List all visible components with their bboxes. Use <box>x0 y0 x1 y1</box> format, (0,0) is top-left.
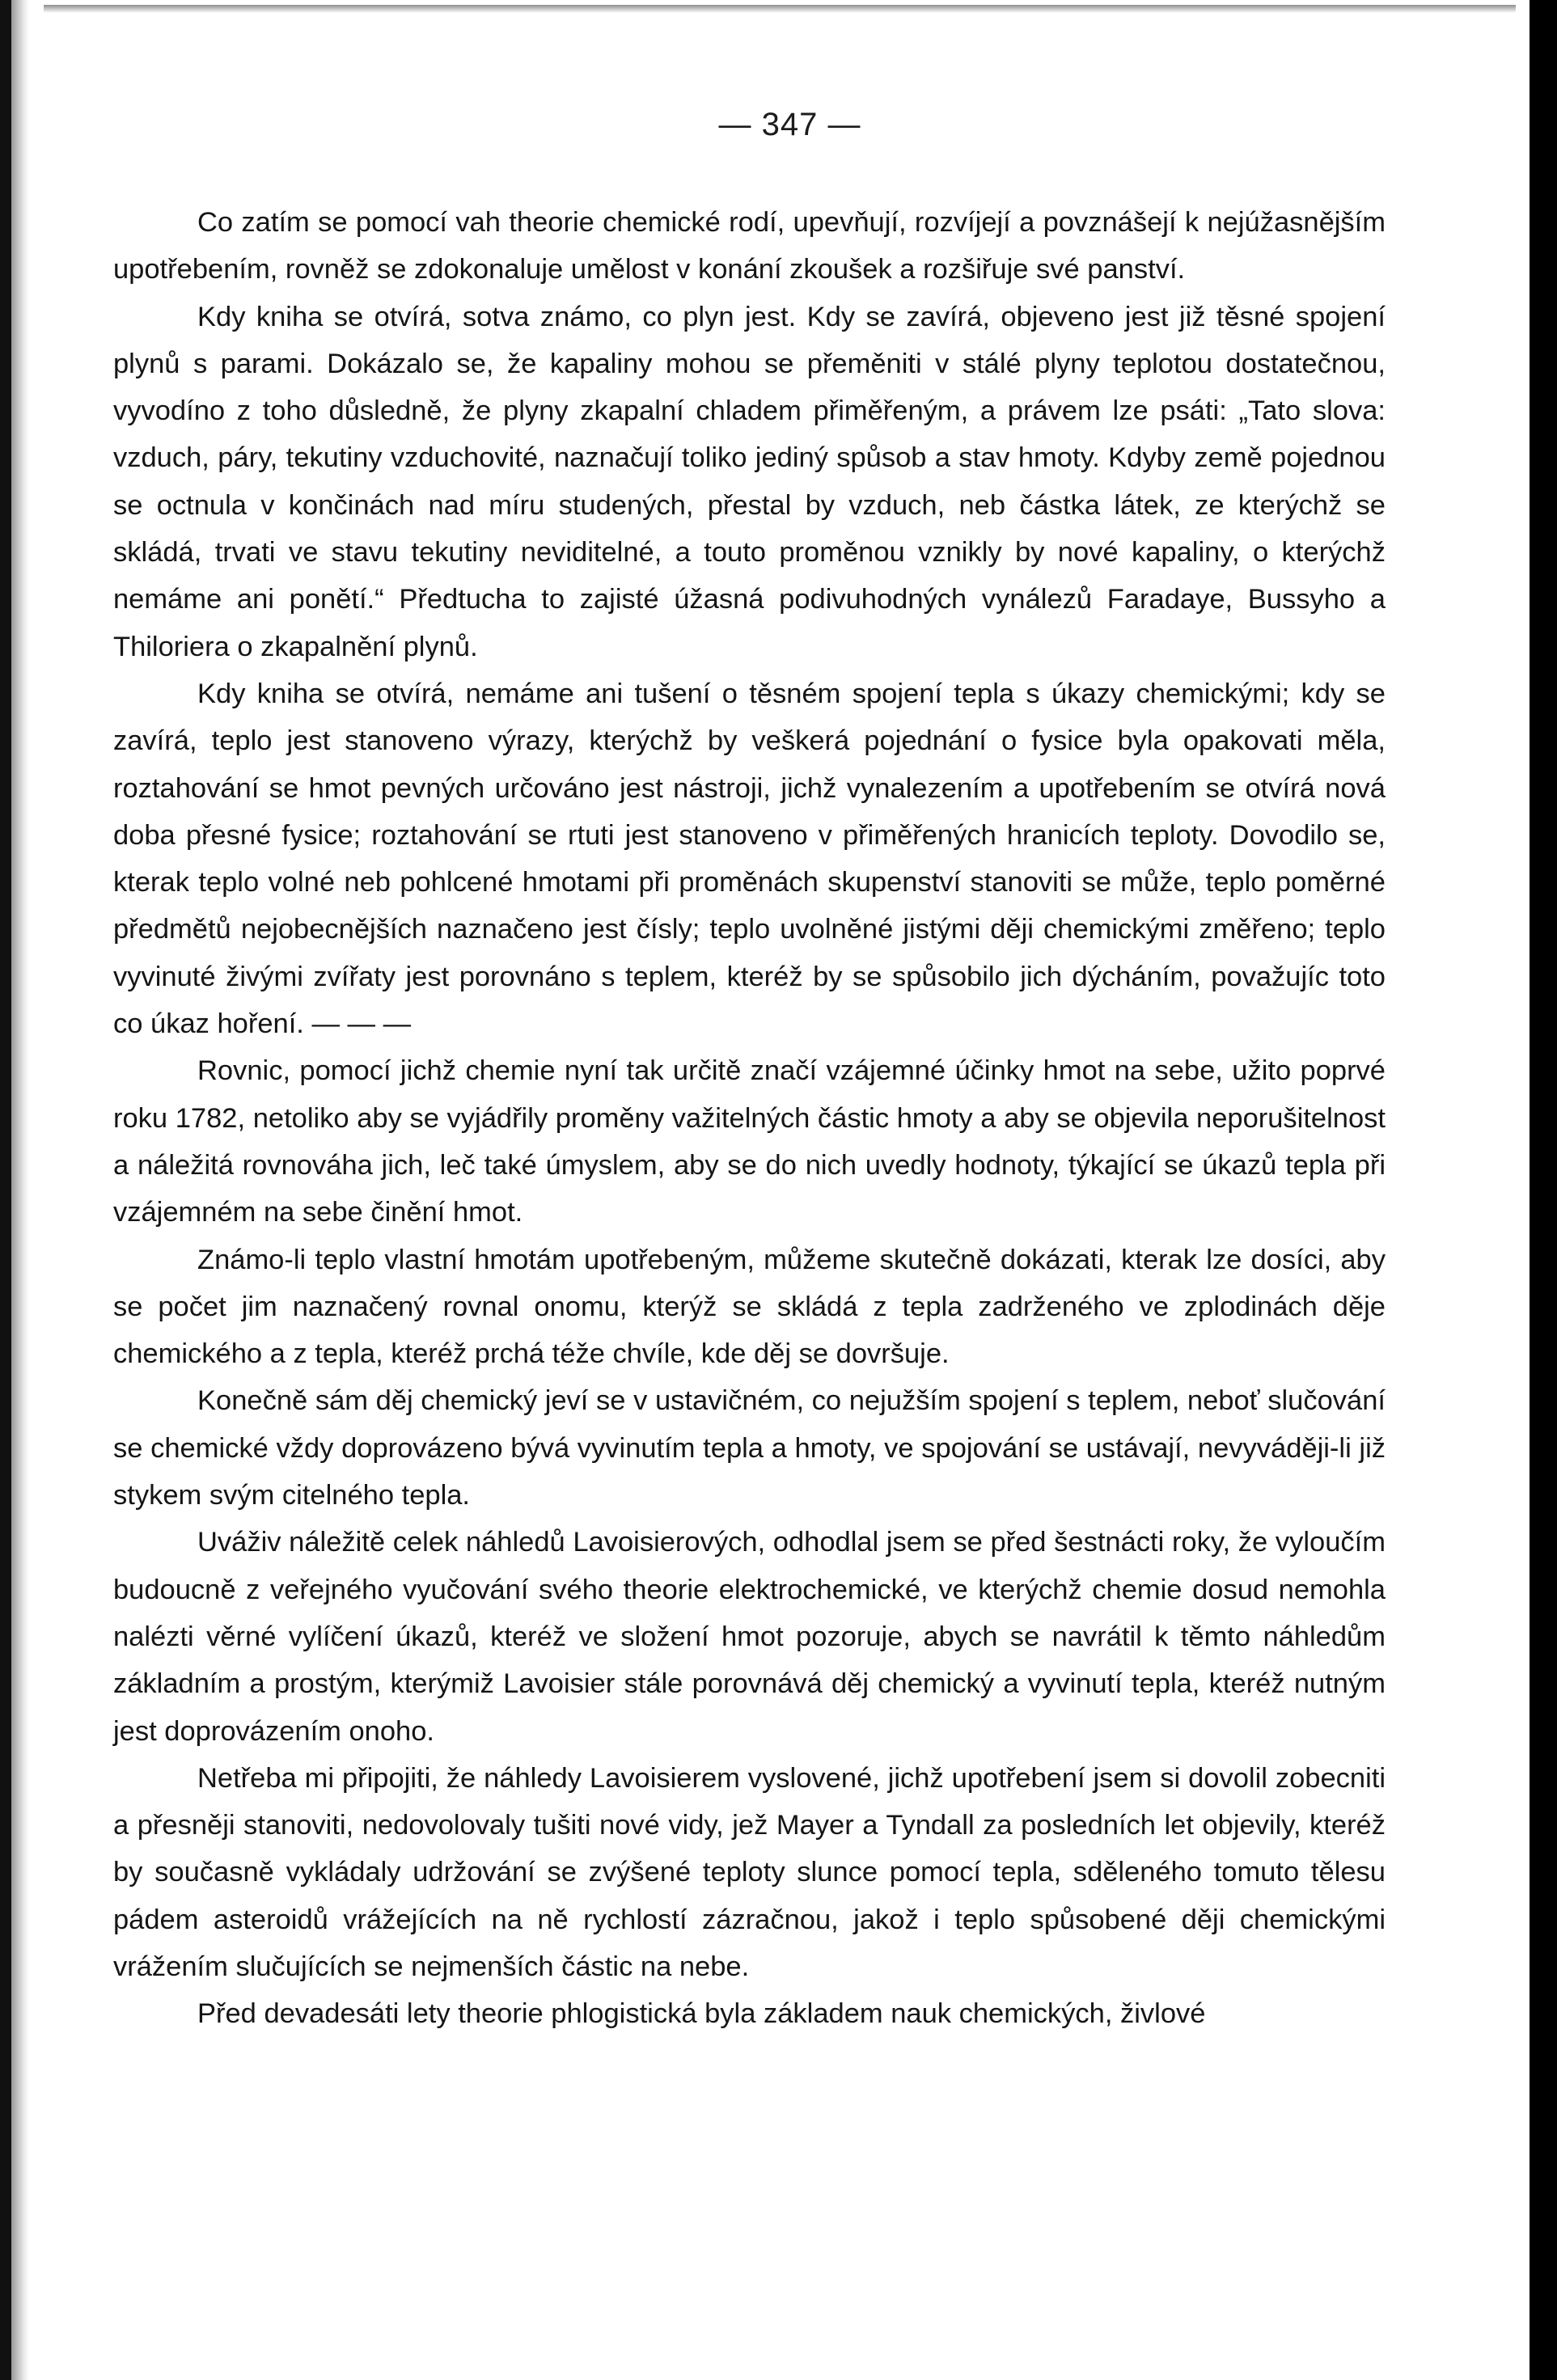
paragraph-3: Kdy kniha se otvírá, nemáme ani tušení o těsném spojení tepla s úkazy chemickými; kdy se zavírá, teplo jest stanoveno výrazy, kterýchž by veškerá pojednání o fysice byla opakovati měla, roztahování se hmot pevných určováno jest nástroji, jichž vynalezením a upotřebením se otvírá nová doba přesné fysice; roztahování se rtuti jest stanoveno v přiměřených hranicích teploty. Dovodilo se, kterak teplo volné neb pohlcené hmotami při proměnách skupenství stanoviti se může, teplo poměrné předmětů nejobecnějších naznačeno jest čísly; teplo uvolněné jistými ději chemickými změřeno; teplo vyvinuté živými zvířaty jest porovnáno s teplem, kteréž by se spůsobilo jich dýcháním, považujíc toto co úkaz hoření. — — — <box>113 678 1386 1040</box>
paragraph-2: Kdy kniha se otvírá, sotva známo, co plyn jest. Kdy se zavírá, objeveno jest již těsné spojení plynů s parami. Dokázalo se, že kapaliny mohou se přeměniti v stálé plyny teplotou dostatečnou, vyvodíno z toho důsledně, že plyny zkapalní chladem přiměřeným, a právem lze psáti: „Tato slova: vzduch, páry, tekutiny vzduchovité, naznačují toliko jediný spůsob a stav hmoty. Kdyby země pojednou se octnula v končinách nad míru studených, přestal by vzduch, neb částka látek, ze kterýchž se skládá, trvati ve stavu tekutiny neviditelné, a touto proměnou vznikly by nové kapaliny, o kterýchž nemáme ani ponětí.“ Předtucha to zajisté úžasná podivuhodných vynálezů Faradaye, Bussyho a Thiloriera o zkapalnění plynů. <box>113 301 1386 662</box>
scan-edge-shadow <box>44 5 1516 13</box>
paragraph-9: Před devadesáti lety theorie phlogistická byla základem nauk chemických, živlové <box>197 1998 1206 2030</box>
binding-shadow <box>11 0 29 2380</box>
paragraph-8: Netřeba mi připojiti, že náhledy Lavoisierem vyslovené, jichž upotřebení jsem si dovolil zobecniti a přesněji stanoviti, nedovolovaly tušiti nové vidy, jež Mayer a Tyndall za posledních let objevily, kteréž by současně vykládaly udržování se zvýšené teploty slunce pomocí tepla, sděleného tomuto tělesu pádem asteroidů vrážejících na ně rychlostí zázračnou, jakož i teplo spůsobené ději chemickými vrážením slučujících se nejmenších částic na nebe. <box>113 1762 1386 1982</box>
paragraph-6: Konečně sám děj chemický jeví se v ustavičném, co nejužším spojení s teplem, neboť slučování se chemické vždy doprovázeno bývá vyvinutím tepla a hmoty, ve spojování se ustávají, nevyváději-li již stykem svým citelného tepla. <box>113 1385 1386 1511</box>
scan-border <box>1529 0 1557 2380</box>
paragraph-1: Co zatím se pomocí vah theorie chemické rodí, upevňují, rozvíjejí a povznášejí k nejúžasnějším upotřebením, rovněž se zdokonaluje umělost v konání zkoušek a rozšiřuje své panství. <box>113 207 1386 285</box>
paper-sheet <box>11 0 1530 2380</box>
page-number: — 347 — <box>718 107 861 142</box>
paragraph-7: Uváživ náležitě celek náhledů Lavoisierových, odhodlal jsem se před šestnácti roky, že vyloučím budoucně z veřejného vyučování svého theorie elektrochemické, ve kterýchž chemie dosud nemohla nalézti věrné vylíčení úkazů, kteréž ve složení hmot pozoruje, abych se navrátil k těmto náhledům základním a prostým, kterýmiž Lavoisier stále porovnává děj chemický a vyvinutí tepla, kteréž nutným jest doprovázením onoho. <box>113 1527 1386 1747</box>
paragraph-4: Rovnic, pomocí jichž chemie nyní tak určitě značí vzájemné účinky hmot na sebe, užito poprvé roku 1782, netoliko aby se vyjádřily proměny važitelných částic hmoty a aby se objevila neporušitelnost a náležitá rovnováha jich, leč také úmyslem, aby se do nich uvedly hodnoty, týkající se úkazů tepla při vzájemném na sebe činění hmot. <box>113 1055 1386 1228</box>
paragraph-5: Známo-li teplo vlastní hmotám upotřebeným, můžeme skutečně dokázati, kterak lze dosíci, aby se počet jim naznačený rovnal onomu, kterýž se skládá z tepla zadrženého ve zplodinách děje chemického a z tepla, kteréž prchá téže chvíle, kde děj se dovršuje. <box>113 1244 1386 1370</box>
body-text <box>113 199 1386 2038</box>
